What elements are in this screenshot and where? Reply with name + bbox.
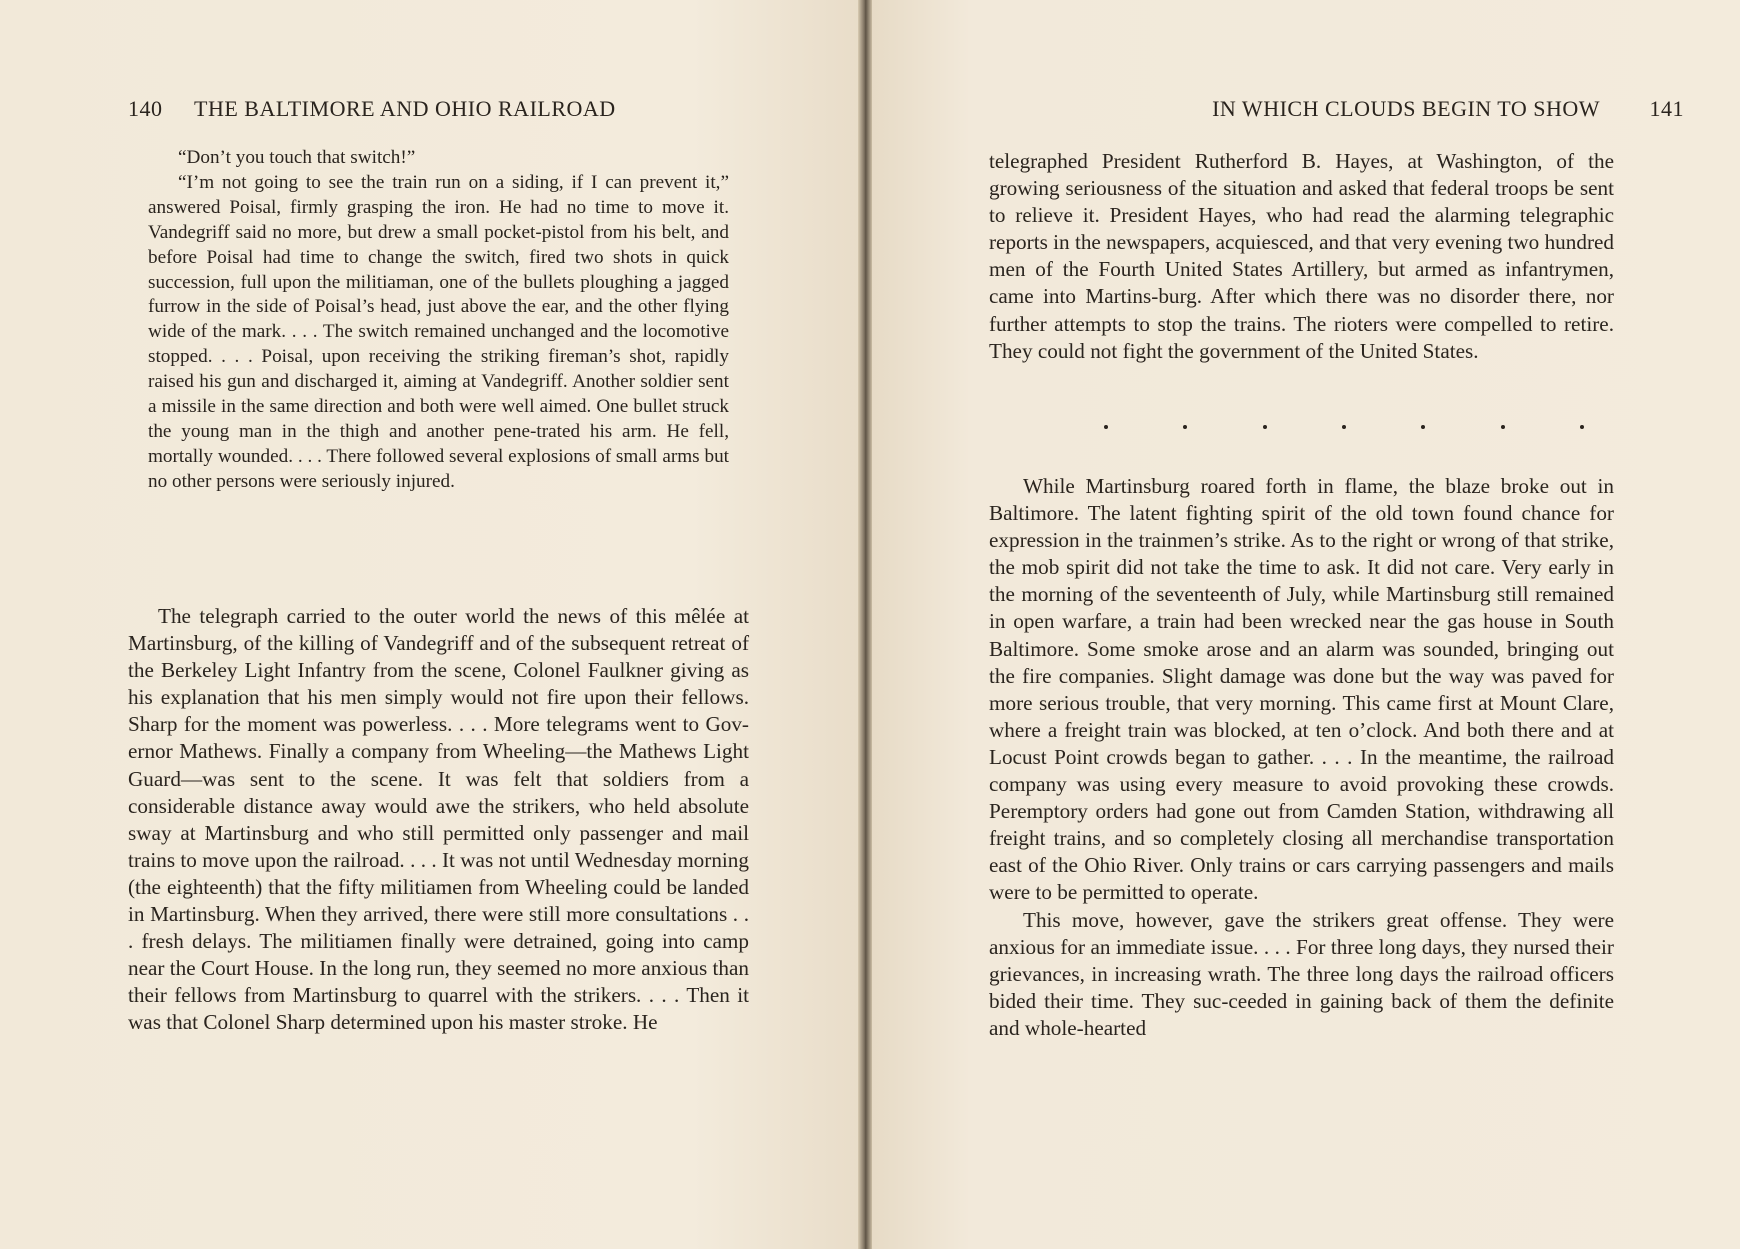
page-number-right: 141 (1649, 96, 1684, 121)
section-break-dot (1183, 425, 1187, 429)
right-body-text (989, 473, 1614, 1042)
quote-paragraph: “Don’t you touch that switch!” (178, 147, 416, 168)
left-running-head (128, 96, 748, 126)
body-paragraph: telegraphed President Rutherford B. Hayes, at Washington, of the growing seriousness of the situation and asked that federal troops be sent to relieve it. President Hayes, who had read the alarming telegraphic reports in the newspapers, acquiesced, and that very evening two hundred men of the Fourth United States Artillery, but armed as infantrymen, came into Martins-burg. After which there was no disorder there, nor further attempts to stop the trains. The rioters were compelled to retire. They could not fight the government of the United States. (989, 149, 1614, 363)
body-paragraph: While Martinsburg roared forth in flame, the blaze broke out in Baltimore. The latent fighting spirit of the old town found chance for expression in the trainmen’s strike. As to the right or wrong of that strike, the mob spirit did not take the time to ask. It did not care. Very early in the morning of the seventeenth of July, while Martinsburg still remained in open warfare, a train had been wrecked near the gas house in South Baltimore. Some smoke arose and an alarm was sounded, bringing out the fire companies. Slight damage was done but the way was paved for more serious trouble, that very morning. This came first at Mount Clare, where a freight train was blocked, at ten o’clock. And both there and at Locust Point crowds began to gather. . . . In the meantime, the railroad company was using every measure to avoid provoking these crowds. Peremptory orders had gone out from Camden Station, withdrawing all freight trains, and so completely closing all merchandise transportation east of the Ohio River. Only trains or cars carrying passengers and mails were to be permitted to operate. (989, 474, 1614, 905)
running-head-title-left: THE BALTIMORE AND OHIO RAILROAD (194, 96, 616, 121)
right-page (866, 0, 1740, 1249)
quote-paragraph: “I’m not going to see the train run on a siding, if I can prevent it,” answered Poisal, firmly grasping the iron. He had no time to move it. Vandegriff said no more, but drew a small pocket-pistol from his belt, and before Poisal had time to change the switch, fired two shots in quick succession, full upon the militiaman, one of the bullets ploughing a jagged furrow in the side of Poisal’s head, just above the ear, and the other flying wide of the mark. . . . The switch remained unchanged and the locomotive stopped. . . . Poisal, upon receiving the striking fireman’s shot, rapidly raised his gun and discharged it, aiming at Vandegriff. Another soldier sent a missile in the same direction and both were well aimed. One bullet struck the young man in the thigh and another pene-trated his arm. He fell, mortally wounded. . . . There followed several explosions of small arms but no other persons were seriously injured. (148, 171, 729, 492)
section-break (989, 425, 1614, 429)
section-break-dot (1104, 425, 1108, 429)
block-quote (148, 146, 729, 495)
right-continued-text (989, 148, 1614, 365)
section-break-dot (1580, 425, 1584, 429)
body-paragraph: This move, however, gave the strikers great offense. They were anxious for an immediate issue. . . . For three long days, they nursed their grievances, in increasing wrath. The three long days the railroad officers bided their time. They suc-ceeded in gaining back of them the definite and whole-hearted (989, 907, 1614, 1040)
body-paragraph: The telegraph carried to the outer world the news of this mêlée at Martinsburg, of the killing of Vandegriff and of the subsequent retreat of the Berkeley Light Infantry from the scene, Colonel Faulkner giving as his explanation that his men simply would not fire upon their fellows. Sharp for the moment was powerless. . . . More telegrams went to Gov-ernor Mathews. Finally a company from Wheeling—the Mathews Light Guard—was sent to the scene. It was felt that soldiers from a considerable distance away would awe the strikers, who held absolute sway at Martinsburg and who still permitted only passenger and mail trains to move upon the railroad. . . . It was not until Wednesday morning (the eighteenth) that the fifty militiamen from Wheeling could be landed in Martinsburg. When they arrived, there were still more consultations . . . fresh delays. The militiamen finally were detrained, going into camp near the Court House. In the long run, they seemed no more anxious than their fellows from Martinsburg to quarrel with the strikers. . . . Then it was that Colonel Sharp determined upon his master stroke. He (128, 604, 749, 1035)
page-number-left: 140 (128, 96, 163, 121)
section-break-dot (1501, 425, 1505, 429)
right-running-head (1074, 96, 1684, 126)
section-break-dot (1421, 425, 1425, 429)
section-break-dot (1263, 425, 1267, 429)
left-body-text (128, 603, 749, 1037)
left-page (0, 0, 866, 1249)
book-gutter (858, 0, 872, 1249)
running-head-title-right: IN WHICH CLOUDS BEGIN TO SHOW (1212, 96, 1600, 121)
section-break-dot (1342, 425, 1346, 429)
